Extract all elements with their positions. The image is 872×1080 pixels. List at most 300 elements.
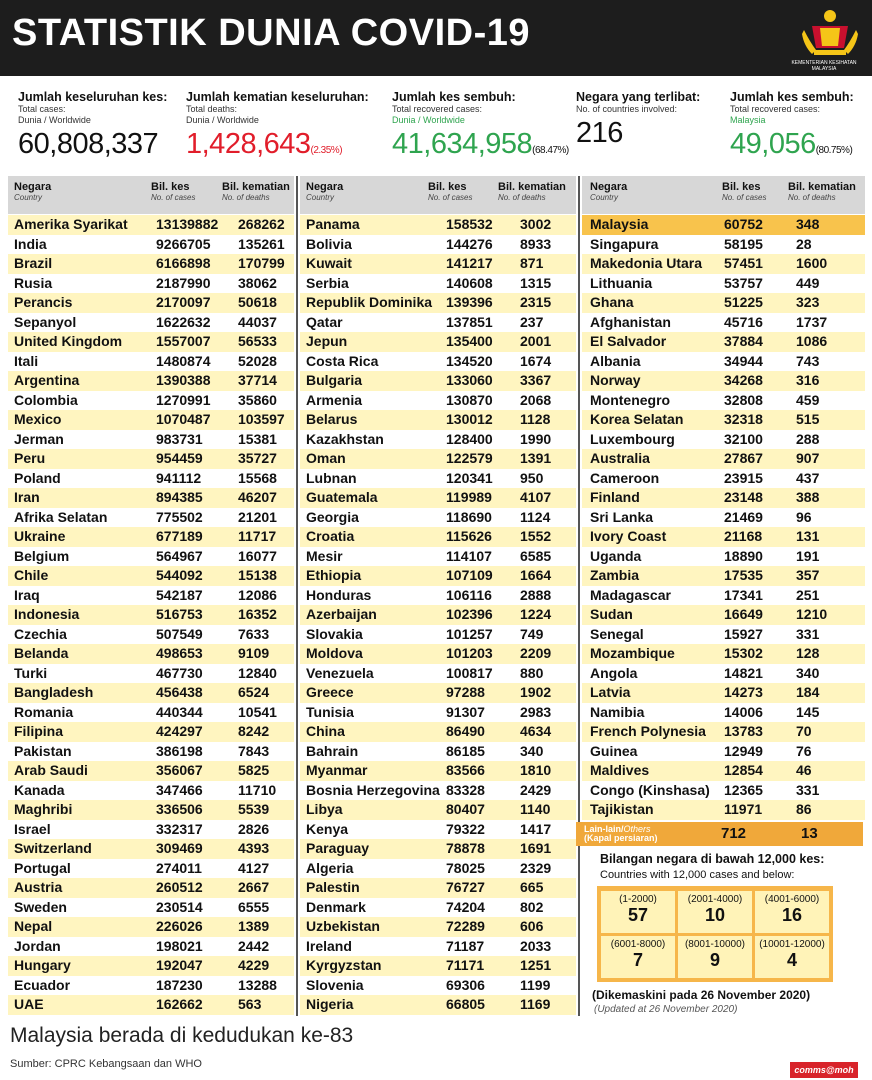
table-row [300,683,576,703]
table-row [300,820,576,840]
death-count: 9109 [238,645,270,661]
table-row [582,254,865,274]
table-row [582,722,865,742]
death-count: 6555 [238,898,270,915]
death-count: 268262 [238,216,285,232]
country-name: Armenia [306,391,363,408]
death-count: 2667 [238,879,270,895]
case-count: 564967 [156,547,203,564]
table-row [582,703,865,723]
table-row [300,800,576,820]
death-count: 1552 [520,528,552,544]
stat-sub: Total recovered cases: [730,104,821,114]
death-count: 184 [796,684,820,700]
table-row [8,956,294,976]
country-name: Sweden [14,898,67,915]
case-count: 122579 [446,450,493,466]
table-row [582,625,865,645]
case-count: 101203 [446,645,493,661]
table-row [300,839,576,859]
country-name: Arab Saudi [14,762,88,778]
country-name: Nepal [14,918,53,934]
country-name: Mesir [306,547,343,564]
country-name: Angola [590,664,638,681]
case-count: 158532 [446,216,493,232]
page-title: STATISTIK DUNIA COVID-19 [12,12,530,54]
country-name: Latvia [590,684,631,700]
death-count: 3002 [520,216,552,232]
case-count: 106116 [446,586,492,603]
case-count: 274011 [156,859,202,876]
stat-sub: Total deaths: [186,104,238,114]
case-count: 140608 [446,274,493,291]
case-count: 440344 [156,703,203,720]
case-count: 71187 [446,937,485,954]
death-count: 1169 [520,996,551,1012]
death-count: 35860 [238,391,277,408]
death-count: 288 [796,430,820,447]
country-name: Mozambique [590,645,675,661]
case-count: 100817 [446,664,493,681]
table-row [8,878,294,898]
table-row [8,937,294,957]
stat-recovered-world [392,90,569,161]
case-count: 1390388 [156,372,211,388]
table-row [300,898,576,918]
country-name: Portugal [14,859,71,876]
stat-total-deaths [186,90,369,161]
country-name: Indonesia [14,606,80,622]
stat-value: 41,634,958(68.47%) [392,128,569,160]
death-count: 323 [796,294,820,310]
table-row [582,449,865,469]
death-count: 1389 [238,918,270,934]
country-name: UAE [14,996,44,1012]
death-count: 1737 [796,313,828,330]
country-name: Jordan [14,937,61,954]
country-name: Korea Selatan [590,411,684,427]
stat-scope: Dunia / Worldwide [392,115,465,125]
death-count: 2429 [520,781,552,798]
table-row [8,683,294,703]
country-name: Chile [14,567,49,583]
death-count: 15568 [238,469,277,486]
table-row [582,508,865,528]
death-count: 44037 [238,313,277,330]
others-cases: 712 [721,825,747,842]
case-count: 347466 [156,781,203,798]
table-row [8,703,294,723]
table-rows [300,215,576,1015]
death-count: 1990 [520,430,552,447]
death-count: 2001 [520,333,552,349]
country-name: Kyrgyzstan [306,957,382,973]
header-deaths: Bil. kematian [788,181,856,193]
case-count: 11971 [724,801,763,817]
table-row [582,742,865,762]
stat-label: Jumlah kematian keseluruhan: [186,90,369,104]
death-count: 8242 [238,723,270,739]
table-row [300,703,576,723]
case-count: 119989 [446,489,492,505]
death-count: 4127 [238,859,270,876]
table-row [582,664,865,684]
death-count: 4634 [520,723,552,739]
table-row [300,215,576,235]
death-count: 52028 [238,352,277,369]
country-name: Greece [306,684,354,700]
case-count: 894385 [156,489,203,505]
stat-sub: Total recovered cases: [392,104,483,114]
death-count: 515 [796,411,820,427]
case-count: 467730 [156,664,203,681]
case-count: 80407 [446,801,485,817]
country-name: Bosnia Herzegovina [306,781,440,798]
country-name: Malaysia [590,216,649,232]
country-name: Jepun [306,333,348,349]
table-row [8,586,294,606]
stat-label: Negara yang terlibat: [576,90,701,104]
country-name: Amerika Syarikat [14,216,128,232]
country-name: Paraguay [306,840,370,856]
death-count: 7633 [238,625,270,642]
malaysia-rank: Malaysia berada di kedudukan ke-83 [10,1024,354,1047]
case-count: 14006 [724,703,763,720]
case-count: 83566 [446,762,485,778]
table-row [582,391,865,411]
case-count: 954459 [156,450,203,466]
case-count: 135400 [446,333,493,349]
others-label: Lain-lain/Others (Kapal persiaran) [584,824,658,843]
case-count: 1557007 [156,333,211,349]
death-count: 1140 [520,801,551,817]
table-row [300,488,576,508]
table-row [582,761,865,781]
header-country: Negara [14,181,52,193]
case-count: 58195 [724,235,763,252]
case-count: 32318 [724,411,763,427]
ministry-label: KEMENTERIAN KESIHATAN MALAYSIA [791,60,857,72]
case-count: 12949 [724,742,763,759]
stat-value: 1,428,643(2.35%) [186,128,343,160]
table-row [8,566,294,586]
table-row [300,722,576,742]
others-deaths: 13 [801,825,818,842]
country-name: Afrika Selatan [14,508,108,525]
header-country-en: Country [306,193,335,202]
table-row [300,274,576,294]
country-name: Albania [590,352,641,369]
death-count: 1128 [520,411,551,427]
country-name: Sepanyol [14,313,77,330]
table-row [300,449,576,469]
range-cell: (10001-12000) 4 [755,936,829,978]
country-name: Switzerland [14,840,92,856]
table-row [8,371,294,391]
death-count: 13288 [238,976,277,993]
case-count: 192047 [156,957,203,973]
case-count: 17535 [724,567,763,583]
country-name: Peru [14,450,46,466]
table-row [8,781,294,801]
case-count: 507549 [156,625,203,642]
death-count: 2068 [520,391,552,408]
case-count: 544092 [156,567,203,583]
country-name: Hungary [14,957,71,973]
death-count: 38062 [238,274,277,291]
case-count: 72289 [446,918,485,934]
stat-sub: Total cases: [18,104,66,114]
table-row [8,742,294,762]
stat-scope: Dunia / Worldwide [186,115,259,125]
country-name: Uganda [590,547,642,564]
country-name: Lubnan [306,469,357,486]
death-count: 35727 [238,450,277,466]
case-count: 86185 [446,742,485,759]
case-count: 15927 [724,625,763,642]
case-count: 516753 [156,606,203,622]
country-name: Ethiopia [306,567,362,583]
death-count: 21201 [238,508,277,525]
case-count: 983731 [156,430,203,447]
death-count: 6524 [238,684,270,700]
death-count: 340 [520,742,544,759]
death-count: 749 [520,625,544,642]
country-name: Kenya [306,820,349,837]
table-row [8,917,294,937]
case-count: 1622632 [156,313,211,330]
death-count: 6585 [520,547,552,564]
country-name: Perancis [14,294,73,310]
table-row [582,605,865,625]
death-count: 743 [796,352,820,369]
case-count: 2187990 [156,274,211,291]
death-count: 2826 [238,820,270,837]
death-count: 12086 [238,586,277,603]
case-count: 12854 [724,762,763,778]
stat-label: Jumlah keseluruhan kes: [18,90,168,104]
case-count: 118690 [446,508,492,525]
table-row [8,605,294,625]
case-count: 79322 [446,820,485,837]
case-count: 1270991 [156,391,211,408]
death-count: 70 [796,723,812,739]
country-name: Ecuador [14,976,71,993]
case-count: 97288 [446,684,485,700]
table-row [8,488,294,508]
country-name: French Polynesia [590,723,706,739]
country-name: Turki [14,664,48,681]
country-name: Kazakhstan [306,430,384,447]
table-row [300,235,576,255]
case-count: 1480874 [156,352,211,369]
death-count: 1086 [796,333,828,349]
table-row [300,605,576,625]
death-count: 331 [796,781,820,798]
country-name: Croatia [306,528,355,544]
case-count: 498653 [156,645,203,661]
case-count: 37884 [724,333,763,349]
country-name: Madagascar [590,586,671,603]
country-name: Kuwait [306,255,352,271]
case-count: 66805 [446,996,485,1012]
header-country: Negara [306,181,344,193]
country-name: Czechia [14,625,67,642]
case-count: 78025 [446,859,485,876]
case-count: 23915 [724,469,763,486]
country-name: India [14,235,47,252]
country-name: Guatemala [306,489,378,505]
column-divider [578,176,580,1016]
case-count: 101257 [446,625,493,642]
death-count: 1417 [520,820,552,837]
country-name: Nigeria [306,996,354,1012]
header-cases: Bil. kes [428,181,467,193]
header-deaths: Bil. kematian [498,181,566,193]
table-row [300,352,576,372]
case-count: 13783 [724,723,763,739]
small-countries-subtitle: Countries with 12,000 cases and below: [600,869,795,881]
country-name: Montenegro [590,391,671,408]
table-row [582,410,865,430]
table-row [300,254,576,274]
country-name: United Kingdom [14,333,123,349]
table-row [8,859,294,879]
country-name: Slovenia [306,976,364,993]
case-count: 69306 [446,976,485,993]
header-deaths: Bil. kematian [222,181,290,193]
death-count: 459 [796,391,820,408]
case-count: 128400 [446,430,493,447]
country-name: Finland [590,489,640,505]
country-name: Costa Rica [306,352,379,369]
death-count: 357 [796,567,820,583]
summary-stats [0,90,872,170]
case-count: 16649 [724,606,763,622]
table-row [8,820,294,840]
table-row [8,391,294,411]
death-count: 1251 [520,957,552,973]
table-row [8,235,294,255]
header-cases-en: No. of cases [722,193,767,202]
case-count: 107109 [446,567,493,583]
death-count: 4393 [238,840,270,856]
case-count: 198021 [156,937,203,954]
case-count: 336506 [156,801,203,817]
country-name: Georgia [306,508,359,525]
case-count: 226026 [156,918,203,934]
case-count: 32808 [724,391,763,408]
others-row [576,822,863,846]
table-row [8,215,294,235]
country-name: Tunisia [306,703,354,720]
table-row [582,430,865,450]
stat-label: Jumlah kes sembuh: [730,90,854,104]
table-row [300,371,576,391]
case-count: 76727 [446,879,485,895]
death-count: 2033 [520,937,552,954]
table-row [300,878,576,898]
case-count: 13139882 [156,216,219,232]
case-count: 9266705 [156,235,211,252]
table-row [582,371,865,391]
country-name: Itali [14,352,39,369]
death-count: 170799 [238,255,285,271]
case-count: 1070487 [156,411,211,427]
table-row [8,995,294,1015]
column-divider [296,176,298,1016]
country-name: Ghana [590,294,634,310]
table-row [300,586,576,606]
country-name: Afghanistan [590,313,671,330]
table-row [8,410,294,430]
case-count: 14273 [724,684,763,700]
country-name: Ukraine [14,528,66,544]
case-count: 51225 [724,294,763,310]
case-count: 53757 [724,274,763,291]
case-count: 187230 [156,976,203,993]
stat-sub: No. of countries involved: [576,104,678,114]
death-count: 1902 [520,684,552,700]
stat-value: 216 [576,117,623,149]
death-count: 388 [796,489,820,505]
country-name: Israel [14,820,51,837]
death-count: 316 [796,372,820,388]
case-count: 86490 [446,723,485,739]
case-count: 139396 [446,294,493,310]
stat-scope: Malaysia [730,115,766,125]
death-count: 1691 [520,840,552,856]
death-count: 28 [796,235,812,252]
table-row [300,332,576,352]
table-row [582,352,865,372]
death-count: 871 [520,255,544,271]
death-count: 46 [796,762,812,778]
country-name: Bulgaria [306,372,363,388]
stat-recovered-malaysia [730,90,854,161]
country-name: Zambia [590,567,640,583]
country-name: Luxembourg [590,430,675,447]
death-count: 5539 [238,801,270,817]
death-count: 56533 [238,333,277,349]
table-row [8,644,294,664]
case-count: 133060 [446,372,493,388]
country-name: Brazil [14,255,53,271]
death-count: 135261 [238,235,285,252]
death-count: 4107 [520,489,552,505]
case-count: 130012 [446,411,493,427]
table-row [8,547,294,567]
case-count: 18890 [724,547,763,564]
country-name: Mexico [14,411,62,427]
country-name: Makedonia Utara [590,255,703,271]
case-count: 102396 [446,606,493,622]
range-cell: (8001-10000) 9 [678,936,752,978]
table-row [582,274,865,294]
death-count: 86 [796,801,812,817]
country-name: Oman [306,450,346,466]
table-row [582,781,865,801]
case-count: 17341 [724,586,763,603]
country-name: Panama [306,216,360,232]
country-name: Azerbaijan [306,606,377,622]
table-row [582,293,865,313]
table-row [300,508,576,528]
country-name: Norway [590,372,641,388]
death-count: 96 [796,508,812,525]
death-count: 2209 [520,645,552,661]
country-name: Jerman [14,430,64,447]
